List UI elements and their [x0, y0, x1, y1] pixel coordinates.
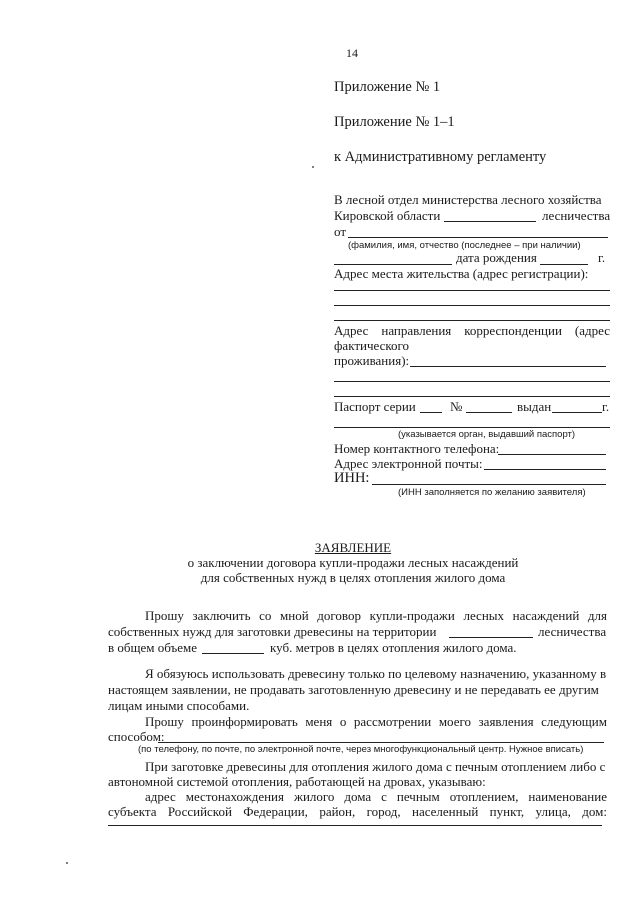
fio-hint: (фамилия, имя, отчество (последнее – при наличии)	[348, 240, 581, 251]
inn-label: ИНН:	[334, 470, 370, 486]
residence-field-1[interactable]	[334, 290, 610, 291]
passport-series-field[interactable]	[420, 412, 442, 413]
appendix-1: Приложение № 1	[334, 79, 441, 95]
passport-issuer-field[interactable]	[334, 427, 610, 428]
correspondence-field-1[interactable]	[410, 366, 606, 367]
p2-line1: Я обязуюсь использовать древесину только по целевому назначению, указанному в	[145, 666, 607, 681]
p1-line2-start: собственных нужд для заготовки древесины на территории	[108, 624, 437, 639]
notification-hint: (по телефону, по почте, по электронной почте, через многофункциональный центр. Нужное вписать)	[138, 744, 584, 755]
p1-line1: Прошу заключить со мной договор купли-продажи лесных насаждений для	[145, 608, 607, 623]
statement-subtitle-1: о заключении договора купли-продажи лесных насаждений	[187, 555, 519, 570]
fio-field[interactable]	[348, 237, 608, 238]
p3-line1: Прошу проинформировать меня о рассмотрении моего заявления следующим	[145, 714, 607, 729]
p2-line2: настоящем заявлении, не продавать заготовленную древесину и не передавать ее другим	[108, 682, 599, 697]
birth-year-suffix: г.	[598, 250, 606, 265]
from-label: от	[334, 224, 347, 239]
correspondence-field-2[interactable]	[334, 381, 610, 382]
forestry-name-field[interactable]	[444, 221, 536, 222]
correspondence-label-1: Адрес направления корреспонденции (адрес	[334, 323, 610, 338]
p5-line1: адрес местонахождения жилого дома с печным отоплением, наименование	[145, 789, 607, 804]
addressee-region: Кировской области	[334, 208, 441, 223]
p4-line1: При заготовке древесины для отопления жилого дома с печным отоплением либо с	[145, 759, 606, 774]
p1-line2-end: лесничества	[538, 624, 607, 639]
passport-issued-label: выдан	[517, 399, 552, 414]
inn-field[interactable]	[372, 484, 606, 485]
house-address-field[interactable]	[108, 825, 602, 826]
p5-line2: субъекта Российской Федерации, район, город, населенный пункт, улица, дом:	[108, 804, 607, 819]
passport-number-label: №	[450, 399, 463, 414]
p1-line3-start: в общем объеме	[108, 640, 198, 655]
correspondence-label-3: проживания):	[334, 353, 410, 368]
forestry-territory-field[interactable]	[449, 637, 533, 638]
inn-hint: (ИНН заполняется по желанию заявителя)	[398, 487, 586, 498]
scan-speck	[312, 166, 314, 168]
birth-date-label: дата рождения	[456, 250, 537, 265]
phone-field[interactable]	[498, 454, 606, 455]
statement-subtitle-2: для собственных нужд в целях отопления жилого дома	[200, 570, 506, 585]
residence-field-2[interactable]	[334, 305, 610, 306]
fio-continued-field[interactable]	[334, 264, 452, 265]
p1-line3-end: куб. метров в целях отопления жилого дома.	[270, 640, 517, 655]
to-regulation: к Административному регламенту	[334, 149, 547, 165]
page-number: 14	[346, 46, 358, 60]
phone-label: Номер контактного телефона:	[334, 441, 500, 456]
email-label: Адрес электронной почты:	[334, 456, 483, 471]
notification-method-field[interactable]	[158, 742, 604, 743]
passport-number-field[interactable]	[466, 412, 512, 413]
p4-line2: автономной системой отопления, работающей на дровах, указываю:	[108, 774, 486, 789]
addressee-line1: В лесной отдел министерства лесного хозяйства	[334, 192, 602, 207]
passport-issued-field[interactable]	[552, 412, 602, 413]
statement-title: ЗАЯВЛЕНИЕ	[314, 540, 392, 555]
passport-series-label: Паспорт серии	[334, 399, 416, 414]
residence-field-3[interactable]	[334, 320, 610, 321]
p3-line2: способом:	[108, 729, 165, 744]
volume-field[interactable]	[202, 653, 264, 654]
birth-date-field[interactable]	[540, 264, 588, 265]
passport-year-suffix: г.	[602, 399, 610, 414]
scan-speck	[66, 862, 68, 864]
email-field[interactable]	[484, 469, 606, 470]
correspondence-field-3[interactable]	[334, 396, 610, 397]
appendix-1-1: Приложение № 1–1	[334, 114, 455, 130]
issuer-hint: (указывается орган, выдавший паспорт)	[398, 429, 576, 440]
correspondence-label-2: фактического	[334, 338, 410, 353]
addressee-forestry: лесничества	[542, 208, 611, 223]
residence-label: Адрес места жительства (адрес регистрации):	[334, 266, 589, 281]
p2-line3: лицам иными способами.	[108, 698, 250, 713]
